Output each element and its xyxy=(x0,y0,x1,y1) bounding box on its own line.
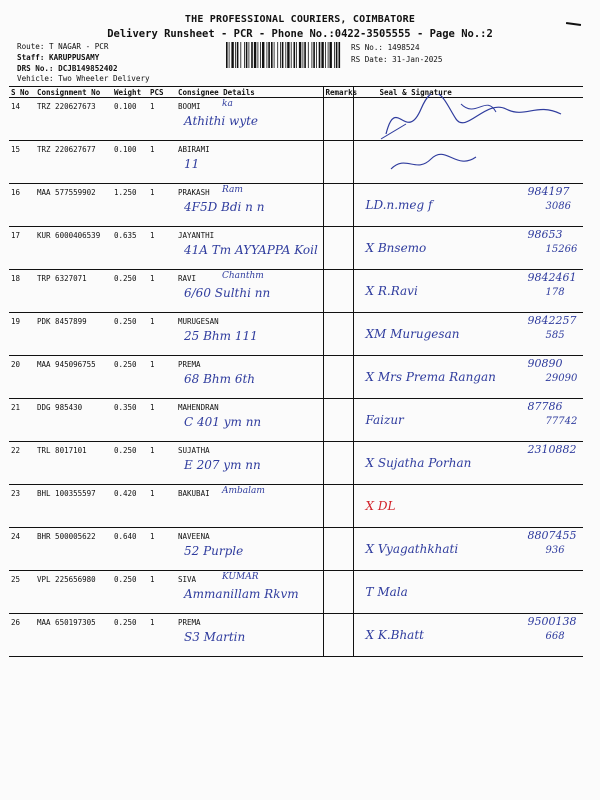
weight-cell: 0.250 xyxy=(112,614,148,657)
seal-signature-cell xyxy=(353,442,583,485)
consignee-cell xyxy=(176,98,323,141)
handwritten-phone-suffix: 178 xyxy=(545,287,565,298)
remarks-cell xyxy=(323,184,353,227)
handwritten-name-note: Chanthm xyxy=(222,271,264,281)
consignment-cell: TRZ 220627673 xyxy=(35,98,112,141)
seal-signature-cell xyxy=(353,313,583,356)
handwritten-phone: 9842257 xyxy=(527,314,577,327)
consignee-cell xyxy=(176,141,323,184)
handwritten-phone: 90890 xyxy=(527,357,563,370)
sno-cell: 14 xyxy=(9,98,35,141)
consignee-name: SIVA xyxy=(178,575,197,584)
table-row xyxy=(9,141,583,184)
consignee-cell xyxy=(176,270,323,313)
remarks-cell xyxy=(323,442,353,485)
consignment-cell: VPL 225656980 xyxy=(35,571,112,614)
remarks-cell xyxy=(323,270,353,313)
handwritten-phone-suffix: 15266 xyxy=(545,244,578,255)
remarks-cell xyxy=(323,399,353,442)
pcs-cell: 1 xyxy=(148,141,176,184)
runsheet-subtitle: Delivery Runsheet - PCR - Phone No.:0422-3505555 - Page No.:2 xyxy=(107,28,493,40)
seal-signature-cell xyxy=(353,528,583,571)
sno-cell: 24 xyxy=(9,528,35,571)
sno-cell: 18 xyxy=(9,270,35,313)
consignee-cell xyxy=(176,184,323,227)
handwritten-address: 68 Bhm 6th xyxy=(184,372,256,386)
remarks-cell xyxy=(323,356,353,399)
handwritten-address: 41A Tm AYYAPPA Koil xyxy=(184,243,318,257)
consignment-cell: TRZ 220627677 xyxy=(35,141,112,184)
pcs-cell: 1 xyxy=(148,313,176,356)
sno-cell: 17 xyxy=(9,227,35,270)
handwritten-phone-suffix: 668 xyxy=(545,631,565,642)
col-weight: Weight xyxy=(112,87,148,98)
handwritten-phone-suffix: 3086 xyxy=(545,201,571,212)
seal-signature-cell xyxy=(353,485,583,528)
pcs-cell: 1 xyxy=(148,399,176,442)
handwritten-phone: 87786 xyxy=(527,400,563,413)
consignment-cell: PDK 8457899 xyxy=(35,313,112,356)
route-label: Route: T NAGAR - PCR xyxy=(17,42,109,51)
table-row xyxy=(9,98,583,141)
handwritten-address: 6/60 Sulthi nn xyxy=(184,286,271,300)
seal-signature-cell xyxy=(353,571,583,614)
consignment-cell: TRL 8017101 xyxy=(35,442,112,485)
consignee-name: JAYANTHI xyxy=(178,231,215,240)
handwritten-address: 4F5D Bdi n n xyxy=(184,200,265,214)
consignment-cell: MAA 945096755 xyxy=(35,356,112,399)
table-row xyxy=(9,270,583,313)
table-row xyxy=(9,442,583,485)
handwritten-phone: 2310882 xyxy=(527,443,577,456)
remarks-cell xyxy=(323,571,353,614)
sno-cell: 25 xyxy=(9,571,35,614)
handwritten-signature: X Vyagathkhati xyxy=(365,542,459,556)
consignment-cell: TRP 6327071 xyxy=(35,270,112,313)
handwritten-phone-suffix: 77742 xyxy=(545,416,578,427)
handwritten-phone-suffix: 29090 xyxy=(545,373,578,384)
handwritten-signature: XM Murugesan xyxy=(365,327,460,341)
remarks-cell xyxy=(323,528,353,571)
handwritten-signature: X R.Ravi xyxy=(365,284,418,298)
consignee-cell xyxy=(176,485,323,528)
weight-cell: 0.250 xyxy=(112,313,148,356)
sno-cell: 16 xyxy=(9,184,35,227)
seal-signature-cell xyxy=(353,141,583,184)
drs-label: DRS No.: DCJB149852402 xyxy=(17,64,118,73)
handwritten-address: 25 Bhm 111 xyxy=(184,329,258,343)
seal-signature-cell xyxy=(353,356,583,399)
seal-signature-cell xyxy=(353,184,583,227)
table-row xyxy=(9,313,583,356)
handwritten-phone: 8807455 xyxy=(527,529,577,542)
handwritten-address: S3 Martin xyxy=(184,630,246,644)
col-sno: S No xyxy=(9,87,35,98)
rs-date: RS Date: 31-Jan-2025 xyxy=(351,55,443,64)
weight-cell: 0.635 xyxy=(112,227,148,270)
remarks-cell xyxy=(323,141,353,184)
pcs-cell: 1 xyxy=(148,356,176,399)
handwritten-phone-suffix: 585 xyxy=(545,330,565,341)
remarks-cell xyxy=(323,98,353,141)
table-row xyxy=(9,571,583,614)
handwritten-address: Ammanillam Rkvm xyxy=(184,587,299,601)
col-remarks: Remarks xyxy=(323,87,353,98)
handwritten-signature: X K.Bhatt xyxy=(365,628,424,642)
consignee-cell xyxy=(176,356,323,399)
handwritten-phone: 9500138 xyxy=(527,615,577,628)
handwritten-name-note: Ram xyxy=(222,185,243,195)
weight-cell: 0.420 xyxy=(112,485,148,528)
consignee-cell xyxy=(176,442,323,485)
handwritten-signature: X Mrs Prema Rangan xyxy=(365,370,496,384)
handwritten-signature: X DL xyxy=(365,499,396,513)
consignee-name: BAKUBAI xyxy=(178,489,210,498)
consignment-cell: BHR 500005622 xyxy=(35,528,112,571)
pcs-cell: 1 xyxy=(148,528,176,571)
remarks-cell xyxy=(323,227,353,270)
consignee-name: ABIRAMI xyxy=(178,145,210,154)
consignee-name: PRAKASH xyxy=(178,188,210,197)
consignment-cell: MAA 577559902 xyxy=(35,184,112,227)
weight-cell: 0.250 xyxy=(112,442,148,485)
consignment-cell: DDG 985430 xyxy=(35,399,112,442)
table-row xyxy=(9,227,583,270)
seal-signature-cell xyxy=(353,98,583,141)
consignment-cell: MAA 650197305 xyxy=(35,614,112,657)
weight-cell: 0.100 xyxy=(112,98,148,141)
sno-cell: 26 xyxy=(9,614,35,657)
weight-cell: 0.350 xyxy=(112,399,148,442)
runsheet-table xyxy=(9,86,583,657)
sno-cell: 20 xyxy=(9,356,35,399)
consignment-cell: KUR 6000406539 xyxy=(35,227,112,270)
pcs-cell: 1 xyxy=(148,485,176,528)
sno-cell: 23 xyxy=(9,485,35,528)
consignee-cell xyxy=(176,399,323,442)
pcs-cell: 1 xyxy=(148,614,176,657)
pcs-cell: 1 xyxy=(148,571,176,614)
handwritten-signature: X Bnsemo xyxy=(365,241,427,255)
seal-signature-cell xyxy=(353,270,583,313)
weight-cell: 0.250 xyxy=(112,270,148,313)
consignee-name: SUJATHA xyxy=(178,446,210,455)
handwritten-address: C 401 ym nn xyxy=(184,415,262,429)
consignee-cell xyxy=(176,571,323,614)
handwritten-signature: X Sujatha Porhan xyxy=(365,456,472,470)
consignee-name: MAHENDRAN xyxy=(178,403,219,412)
handwritten-phone-suffix: 936 xyxy=(545,545,565,556)
handwritten-name-note: Ambalam xyxy=(222,486,265,496)
consignee-cell xyxy=(176,614,323,657)
consignee-name: NAVEENA xyxy=(178,532,210,541)
handwritten-name-note: ka xyxy=(222,99,233,109)
col-pcs: PCS xyxy=(148,87,176,98)
handwritten-address: 52 Purple xyxy=(184,544,244,558)
table-row xyxy=(9,399,583,442)
table-row xyxy=(9,614,583,657)
handwritten-phone: 98653 xyxy=(527,228,563,241)
consignee-name: RAVI xyxy=(178,274,197,283)
consignee-name: BOOMI xyxy=(178,102,201,111)
consignee-cell xyxy=(176,528,323,571)
pcs-cell: 1 xyxy=(148,442,176,485)
staff-label: Staff: KARUPPUSAMY xyxy=(17,53,100,62)
remarks-cell xyxy=(323,485,353,528)
consignee-name: PREMA xyxy=(178,618,201,627)
handwritten-name-note: KUMAR xyxy=(222,572,259,582)
seal-signature-cell xyxy=(353,614,583,657)
handwritten-signature: LD.n.meg f xyxy=(365,198,433,212)
vehicle-label: Vehicle: Two Wheeler Delivery xyxy=(17,74,150,83)
consignment-cell: BHL 100355597 xyxy=(35,485,112,528)
consignee-cell xyxy=(176,227,323,270)
rs-number: RS No.: 1498524 xyxy=(351,43,420,52)
handwritten-address: E 207 ym nn xyxy=(184,458,261,472)
remarks-cell xyxy=(323,313,353,356)
table-row xyxy=(9,184,583,227)
sno-cell: 22 xyxy=(9,442,35,485)
table-row xyxy=(9,356,583,399)
handwritten-address: Athithi wyte xyxy=(184,114,259,128)
consignee-name: MURUGESAN xyxy=(178,317,219,326)
sno-cell: 15 xyxy=(9,141,35,184)
table-row xyxy=(9,528,583,571)
weight-cell: 0.250 xyxy=(112,356,148,399)
seal-signature-cell xyxy=(353,227,583,270)
signature-scribble xyxy=(386,149,506,179)
pcs-cell: 1 xyxy=(148,227,176,270)
barcode xyxy=(226,42,341,68)
pcs-cell: 1 xyxy=(148,98,176,141)
remarks-cell xyxy=(323,614,353,657)
handwritten-signature: Faizur xyxy=(365,413,404,427)
pcs-cell: 1 xyxy=(148,184,176,227)
weight-cell: 1.250 xyxy=(112,184,148,227)
consignee-name: PREMA xyxy=(178,360,201,369)
weight-cell: 0.250 xyxy=(112,571,148,614)
company-title: THE PROFESSIONAL COURIERS, COIMBATORE xyxy=(184,14,416,25)
handwritten-phone: 984197 xyxy=(527,185,570,198)
handwritten-address: 11 xyxy=(184,157,200,171)
pcs-cell: 1 xyxy=(148,270,176,313)
col-consignee: Consignee Details xyxy=(176,87,323,98)
seal-signature-cell xyxy=(353,399,583,442)
handwritten-phone: 9842461 xyxy=(527,271,577,284)
sno-cell: 19 xyxy=(9,313,35,356)
col-seal: Seal & Signature xyxy=(353,87,583,98)
handwritten-signature: T Mala xyxy=(365,585,408,599)
weight-cell: 0.640 xyxy=(112,528,148,571)
col-consignment: Consignment No xyxy=(35,87,112,98)
weight-cell: 0.100 xyxy=(112,141,148,184)
table-row xyxy=(9,485,583,528)
sno-cell: 21 xyxy=(9,399,35,442)
consignee-cell xyxy=(176,313,323,356)
